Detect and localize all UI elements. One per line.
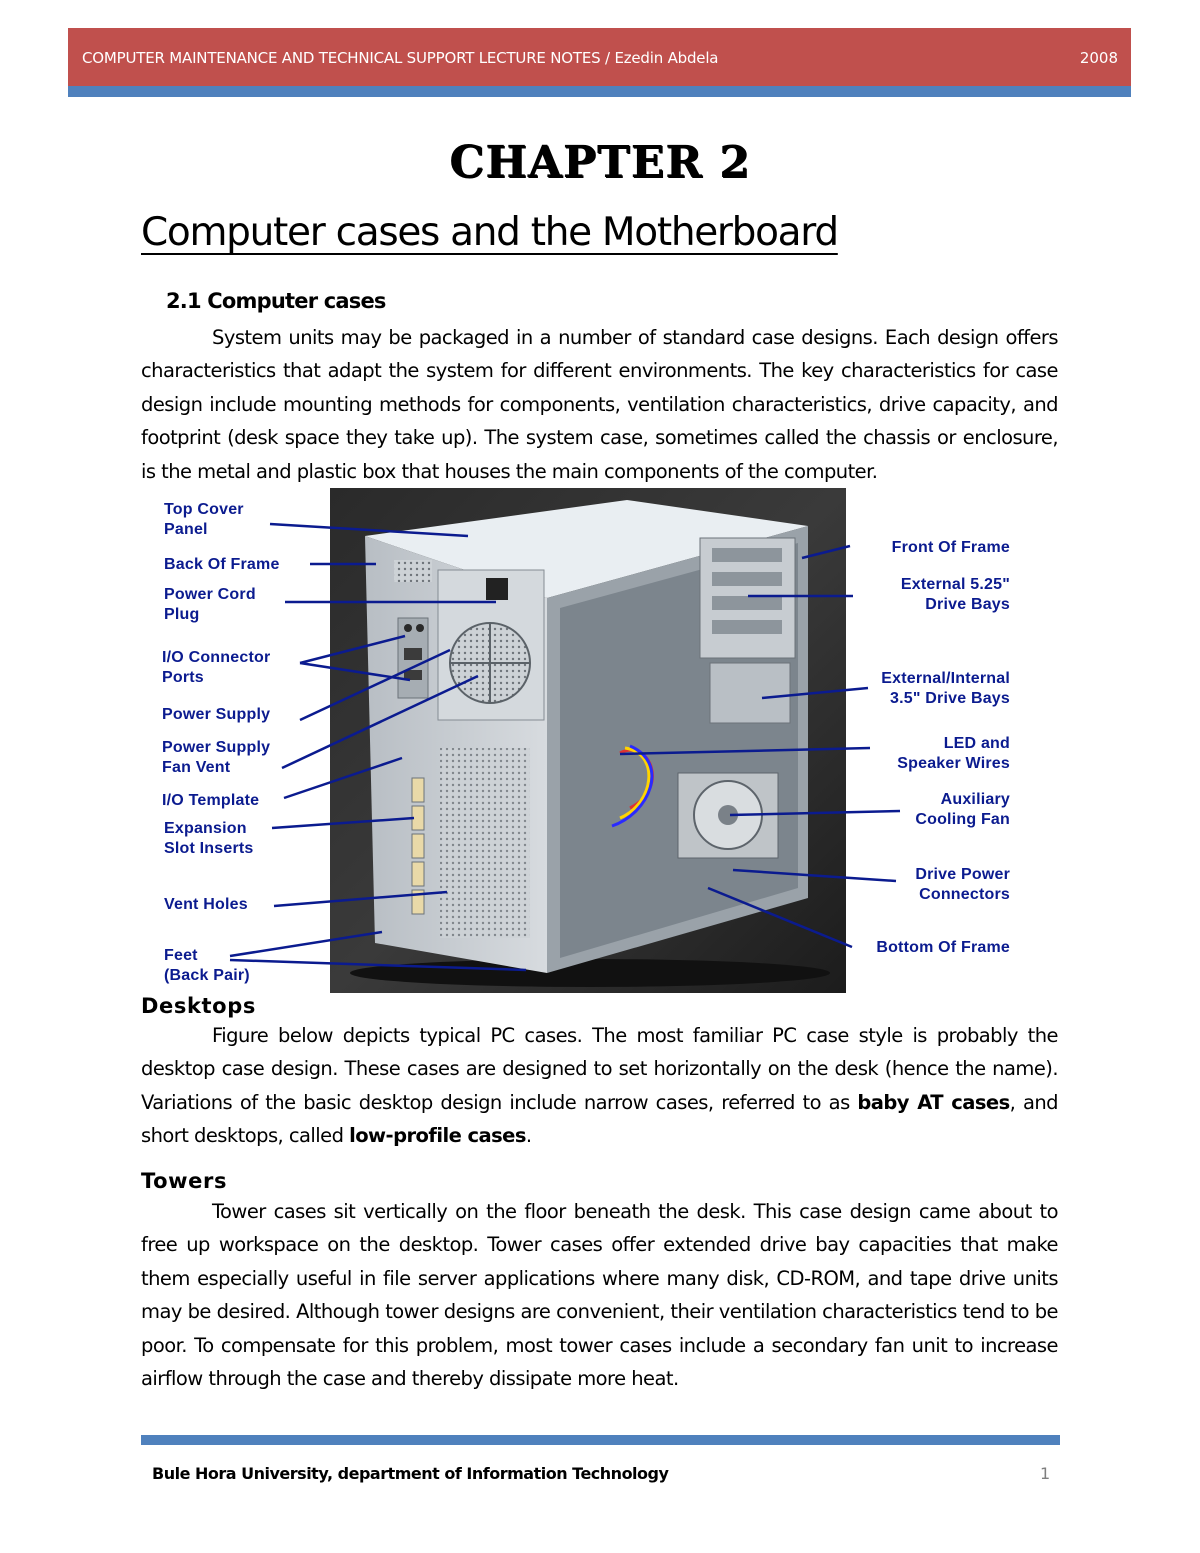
header-stripe [68, 86, 1131, 97]
desktops-text: , and short desktops, called [141, 1090, 1058, 1148]
section-heading: 2.1 Computer cases [166, 289, 386, 313]
desktops-text: . [525, 1124, 532, 1148]
page-title: Computer cases and the Motherboard [141, 210, 838, 255]
desktops-paragraph [141, 1019, 1058, 1153]
label-bottom-of-frame: Bottom Of Frame [876, 939, 1010, 956]
label-back-of-frame: Back Of Frame [164, 556, 280, 573]
label-top-cover-panel: Top Cover Panel [164, 501, 244, 538]
label-auxiliary-cooling-fan: Auxiliary Cooling Fan [915, 791, 1010, 828]
intro-paragraph: System units may be packaged in a number of standard case designs. Each design offers characteristics that adapt the system for different environments. The key characteristics for case design include mounting methods for components, ventilation characteristics, drive capacity, and footprint (desk space they take up). The system case, sometimes called the chassis or enclosure, is the metal and plastic box that houses the main components of the computer. [141, 326, 1058, 483]
label-vent-holes: Vent Holes [164, 896, 248, 913]
footer-institution: Bule Hora University, department of Information Technology [152, 1464, 669, 1483]
label-expansion-slot-inserts: Expansion Slot Inserts [164, 820, 254, 857]
label-power-cord-plug: Power Cord Plug [164, 586, 256, 623]
label-feet-back-pair: Feet (Back Pair) [164, 947, 250, 984]
desktops-text: Figure below depicts typical PC cases. The most familiar PC case style is probably the desktop case design. These cases are designed to set horizontally on the desk (hence the name). Variations of the basic desktop design include narrow cases, referred to as [141, 1024, 1058, 1114]
header-title: COMPUTER MAINTENANCE AND TECHNICAL SUPPORT LECTURE NOTES / Ezedin Abdela [82, 49, 719, 67]
label-io-template: I/O Template [162, 792, 260, 809]
label-io-connector-ports: I/O Connector Ports [162, 649, 271, 686]
towers-paragraph: Tower cases sit vertically on the floor beneath the desk. This case design came about to free up workspace on the desktop. Tower cases offer extended drive bay capacities that make them especially useful in file server applications where many disk, CD-ROM, and tape drive units may be desired. Although tower designs are convenient, their ventilation characteristics tend to be poor. To compensate for this problem, most tower cases include a secondary fan unit to increase airflow through the case and thereby dissipate more heat. [141, 1200, 1058, 1391]
label-drive-power-connectors: Drive Power Connectors [915, 866, 1010, 903]
towers-heading: Towers [141, 1169, 228, 1193]
label-power-supply-fan-vent: Power Supply Fan Vent [162, 739, 271, 776]
label-external-internal-35-drive-bays: External/Internal 3.5" Drive Bays [881, 670, 1010, 707]
low-profile-cases-term: low-profile cases [349, 1124, 526, 1148]
chapter-heading: CHAPTER 2 [449, 137, 751, 188]
footer-stripe [141, 1435, 1060, 1445]
computer-case-figure [150, 488, 1030, 993]
label-front-of-frame: Front Of Frame [891, 539, 1010, 556]
desktops-heading: Desktops [141, 994, 256, 1018]
header-year: 2008 [1079, 49, 1118, 67]
label-external-525-drive-bays: External 5.25" Drive Bays [900, 576, 1010, 613]
page-number: 1 [1040, 1464, 1051, 1483]
label-led-speaker-wires: LED and Speaker Wires [897, 735, 1010, 772]
label-power-supply: Power Supply [162, 706, 271, 723]
baby-at-cases-term: baby AT cases [857, 1090, 1010, 1114]
